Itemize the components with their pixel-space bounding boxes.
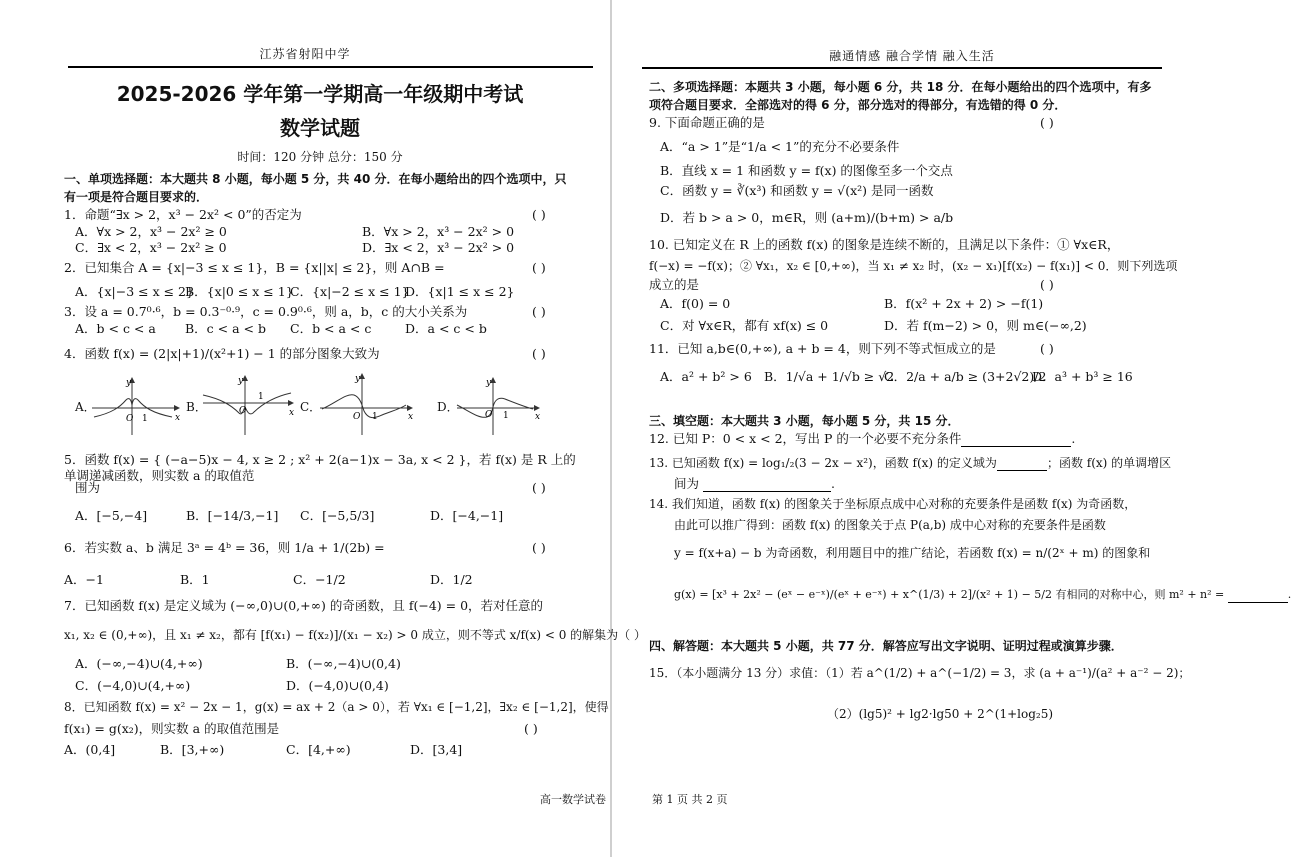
q4-graph-a	[92, 375, 182, 437]
q12-answer-blank[interactable]	[961, 432, 1071, 447]
section3-heading: 三、填空题：本大题共 3 小题，每小题 5 分，共 15 分．	[649, 414, 960, 428]
svg-text:x: x	[408, 412, 414, 422]
q4-option-b-label: B．	[186, 400, 207, 414]
q10-answer-paren: ( )	[1040, 277, 1054, 292]
q3-stem: 3．设 a = 0.7⁰·⁶，b = 0.3⁻⁰·⁹，c = 0.9⁰·⁶，则 a，b，c 的大小关系为	[64, 304, 468, 319]
q5-option-d: D．[−4,−1]	[430, 508, 504, 523]
q1-stem: 1．命题“∃x > 2，x³ − 2x² < 0”的否定为	[64, 207, 302, 222]
q9-option-a: A．“a > 1”是“1/a < 1”的充分不必要条件	[660, 139, 900, 154]
left-page-footer: 高一数学试卷	[540, 793, 606, 806]
q9-option-b: B．直线 x = 1 和函数 y = f(x) 的图像至多一个交点	[660, 163, 953, 178]
q8-option-d: D．[3,4]	[410, 742, 463, 757]
right-page	[612, 0, 1291, 857]
q11-option-a: A．a² + b² > 6	[660, 369, 752, 384]
q8-answer-paren: ( )	[524, 721, 538, 736]
q11-stem: 11．已知 a,b∈(0,+∞), a + b = 4，则下列不等式恒成立的是	[649, 341, 996, 356]
q14-period: .	[1287, 588, 1291, 601]
q12-period: .	[1071, 431, 1076, 446]
section4-heading: 四、解答题：本大题共 5 小题，共 77 分．解答应写出文字说明、证明过程或演算步骤．	[649, 639, 1123, 653]
q13-stem-cont	[674, 476, 835, 492]
svg-text:x: x	[289, 408, 295, 418]
q5-option-c: C．[−5,5/3]	[300, 508, 375, 523]
q7-option-d: D．(−4,0)∪(0,4)	[286, 678, 389, 693]
q6-option-d: D．1/2	[430, 572, 473, 587]
q14-stem-cont2: y = f(x+a) − b 为奇函数，利用题目中的推广结论，若函数 f(x) = n/(2ˣ + m) 的图象和	[674, 546, 1151, 560]
q8-stem-cont: f(x₁) = g(x₂)，则实数 a 的取值范围是	[64, 721, 280, 736]
svg-text:y: y	[238, 376, 244, 386]
q13-text: 13. 已知函数 f(x) = log₁/₂(3 − 2x − x²)，函数 f(x) 的定义域为	[649, 456, 997, 470]
q13-domain-blank[interactable]	[997, 456, 1047, 471]
q15-stem: 15．（本小题满分 13 分）求值：（1）若 a^(1/2) + a^(−1/2) = 3，求 (a + a⁻¹)/(a² + a⁻² − 2)；	[649, 666, 1191, 680]
q8-option-b: B．[3,+∞)	[160, 742, 225, 757]
header-rule	[642, 67, 1162, 69]
q9-stem: 9. 下面命题正确的是	[649, 115, 765, 130]
svg-text:O: O	[353, 412, 361, 422]
svg-text:O: O	[126, 414, 134, 424]
svg-text:1: 1	[142, 414, 148, 424]
q6-option-b: B．1	[180, 572, 210, 587]
q4-option-c-label: C．	[300, 400, 322, 414]
svg-text:1: 1	[503, 411, 509, 421]
section2-heading-cont: 项符合题目要求．全部选对的得 6 分，部分选对的得部分，有选错的得 0 分．	[649, 98, 1067, 112]
q9-answer-paren: ( )	[1040, 115, 1054, 130]
q6-stem: 6．若实数 a、b 满足 3ᵃ = 4ᵇ = 36，则 1/a + 1/(2b) =	[64, 540, 385, 555]
svg-text:y: y	[486, 378, 492, 388]
q1-option-d: D．∃x < 2，x³ − 2x² > 0	[362, 240, 515, 255]
q4-answer-paren: ( )	[532, 346, 546, 361]
right-page-footer: 第 1 页 共 2 页	[652, 793, 728, 806]
q2-option-c: C．{x|−2 ≤ x ≤ 1}	[290, 284, 410, 299]
q3-option-b: B．c < a < b	[185, 321, 266, 336]
section1-heading-cont: 有一项是符合题目要求的．	[64, 190, 209, 204]
svg-text:y: y	[126, 378, 132, 388]
q4-option-d-label: D．	[437, 400, 459, 414]
svg-text:1: 1	[258, 392, 264, 402]
q1-answer-paren: ( )	[532, 207, 546, 222]
q8-option-a: A．(0,4]	[64, 742, 116, 757]
q6-option-c: C．−1/2	[293, 572, 346, 587]
q14-answer-blank[interactable]	[1228, 590, 1288, 603]
q14-text-4: g(x) = [x³ + 2x² − (eˣ − e⁻ˣ)/(eˣ + e⁻ˣ) + x^(1/3) + 2]/(x² + 1) − 5/2 有相同的对称中心，则 m² + n² =	[674, 588, 1225, 601]
svg-text:1: 1	[372, 412, 378, 422]
q1-option-c: C．∃x < 2，x³ − 2x² ≥ 0	[75, 240, 227, 255]
q1-option-b: B．∀x > 2，x³ − 2x² > 0	[362, 224, 515, 239]
q13-text-mid: ；函数 f(x) 的单调增区	[1046, 456, 1172, 470]
q13-text-2: 间为	[674, 476, 700, 491]
q2-answer-paren: ( )	[532, 260, 546, 275]
q14-stem-cont3	[674, 587, 1291, 603]
q7-stem-cont: x₁, x₂ ∈ (0,+∞)，且 x₁ ≠ x₂，都有 [f(x₁) − f(x₂)]/(x₁ − x₂) > 0 成立，则不等式 x/f(x) < 0 的解集为（ ）	[64, 628, 646, 642]
header-rule	[68, 66, 593, 68]
svg-text:x: x	[535, 412, 541, 422]
q10-stem-cont2: 成立的是	[649, 277, 700, 292]
exam-meta: 时间：120 分钟 总分：150 分	[237, 150, 403, 164]
exam-subject: 数学试题	[280, 116, 360, 140]
svg-text:O: O	[485, 410, 493, 420]
q3-option-c: C．b < a < c	[290, 321, 372, 336]
q10-option-b: B．f(x² + 2x + 2) > −f(1)	[884, 296, 1044, 311]
q2-option-b: B．{x|0 ≤ x ≤ 1}	[185, 284, 294, 299]
q15-part2: （2）(lg5)² + lg2·lg50 + 2^(1+log₂5)	[827, 707, 1054, 721]
q10-option-c: C．对 ∀x∈R，都有 xf(x) ≤ 0	[660, 318, 829, 333]
q8-option-c: C．[4,+∞)	[286, 742, 351, 757]
q5-stem-cont: 围为	[75, 480, 101, 495]
q2-option-a: A．{x|−3 ≤ x ≤ 2}	[75, 284, 194, 299]
q7-option-b: B．(−∞,−4)∪(0,4)	[286, 656, 401, 671]
q11-option-b: B．1/√a + 1/√b ≥ √2	[764, 369, 895, 384]
q7-option-c: C．(−4,0)∪(4,+∞)	[75, 678, 191, 693]
q7-option-a: A．(−∞,−4)∪(4,+∞)	[75, 656, 203, 671]
q2-stem: 2．已知集合 A = {x|−3 ≤ x ≤ 1}，B = {x||x| ≤ 2}，则 A∩B =	[64, 260, 445, 275]
q9-option-d: D．若 b > a > 0，m∈R，则 (a+m)/(b+m) > a/b	[660, 210, 954, 225]
q5-option-a: A．[−5,−4]	[75, 508, 148, 523]
q10-stem-cont: f(−x) = −f(x)；② ∀x₁，x₂ ∈ [0,+∞)，当 x₁ ≠ x₂ 时，(x₂ − x₁)[f(x₂) − f(x₁)] < 0．则下列选项	[649, 259, 1178, 273]
section2-heading: 二、多项选择题：本题共 3 小题，每小题 6 分，共 18 分．在每小题给出的四个选项中，有多	[649, 80, 1152, 94]
svg-text:O: O	[239, 406, 247, 416]
section1-heading: 一、单项选择题：本大题共 8 小题，每小题 5 分，共 40 分．在每小题给出的四个选项中，只	[64, 172, 567, 186]
q4-graph-d	[455, 375, 545, 437]
q4-graph-c	[318, 371, 418, 437]
q13-interval-blank[interactable]	[703, 477, 831, 492]
svg-text:x: x	[175, 413, 181, 423]
q11-answer-paren: ( )	[1040, 341, 1054, 356]
school-header: 江苏省射阳中学	[259, 47, 351, 61]
motto-header: 融通情感 融合学情 融入生活	[829, 49, 995, 63]
q4-stem: 4．函数 f(x) = (2|x|+1)/(x²+1) − 1 的部分图象大致为	[64, 346, 380, 361]
q11-option-c: C．2/a + a/b ≥ (3+2√2)/2	[884, 369, 1047, 384]
q4-option-a-label: A．	[75, 400, 96, 414]
q6-option-a: A．−1	[64, 572, 104, 587]
q2-option-d: D．{x|1 ≤ x ≤ 2}	[405, 284, 515, 299]
q8-stem: 8．已知函数 f(x) = x² − 2x − 1，g(x) = ax + 2（a > 0），若 ∀x₁ ∈ [−1,2]，∃x₂ ∈ [−1,2]，使得	[64, 700, 609, 714]
q7-stem: 7．已知函数 f(x) 是定义域为 (−∞,0)∪(0,+∞) 的奇函数，且 f(−4) = 0，若对任意的	[64, 598, 544, 613]
q12-stem	[649, 431, 1075, 447]
q5-stem: 5．函数 f(x) = { (−a−5)x − 4, x ≥ 2 ; x² + 2(a−1)x − 3a, x < 2 }，若 f(x) 是 R 上的单调递减函数，则实数 a 的取值范	[64, 452, 576, 483]
q5-answer-paren: ( )	[532, 480, 546, 495]
svg-text:y: y	[355, 374, 361, 384]
q3-answer-paren: ( )	[532, 304, 546, 319]
q3-option-d: D．a < c < b	[405, 321, 487, 336]
q14-stem: 14. 我们知道，函数 f(x) 的图象关于坐标原点成中心对称的充要条件是函数 f(x) 为奇函数，	[649, 497, 1137, 511]
q10-stem: 10. 已知定义在 R 上的函数 f(x) 的图象是连续不断的，且满足以下条件：① ∀x∈R，	[649, 237, 1120, 252]
exam-title: 2025-2026 学年第一学期高一年级期中考试	[116, 82, 524, 106]
q3-option-a: A．b < c < a	[75, 321, 156, 336]
q5-option-b: B．[−14/3,−1]	[186, 508, 279, 523]
q6-answer-paren: ( )	[532, 540, 546, 555]
q13-stem	[649, 455, 1171, 471]
q4-graph-b	[203, 373, 298, 437]
q10-option-d: D．若 f(m−2) > 0，则 m∈(−∞,2)	[884, 318, 1087, 333]
q13-period: .	[831, 476, 835, 491]
q9-option-c: C．函数 y = ∛(x³) 和函数 y = √(x²) 是同一函数	[660, 183, 934, 198]
q14-stem-cont: 由此可以推广得到：函数 f(x) 的图象关于点 P(a,b) 成中心对称的充要条件是函数	[674, 518, 1106, 532]
q12-text: 12. 已知 P：0 < x < 2，写出 P 的一个必要不充分条件	[649, 431, 962, 446]
q1-option-a: A．∀x > 2，x³ − 2x² ≥ 0	[75, 224, 227, 239]
q10-option-a: A．f(0) = 0	[660, 296, 731, 311]
q11-option-d: D．a³ + b³ ≥ 16	[1032, 369, 1133, 384]
